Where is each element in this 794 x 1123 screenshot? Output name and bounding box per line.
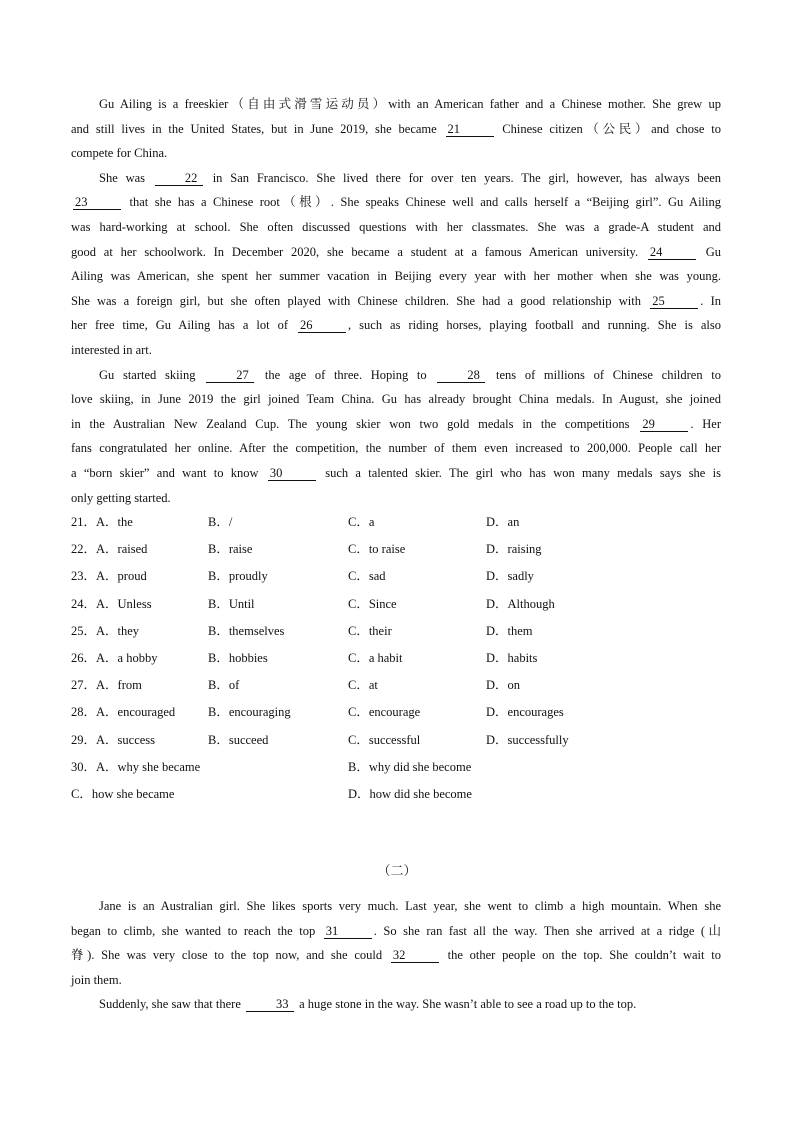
option-a[interactable]: 29．A．success [71,732,156,747]
question-row [71,539,731,566]
text-run: . So she ran fast all the way. Then she arrived at a ridge (山 [373,923,721,938]
option-b[interactable]: B．/ [208,515,233,529]
text-line: love skiing, in June 2019 the girl joined Team China. Gu has already brought China medals. In August, she joined [71,392,721,407]
answer-blank[interactable]: 21 [446,122,494,137]
option-b[interactable]: B．succeed [208,732,269,747]
text-run: 脊). She was very close to the top now, and she could [71,948,389,963]
text-run: such a talented skier. The girl who has won many medals says she is [317,465,721,480]
option-a[interactable]: 22．A．raised [71,542,148,557]
option-d[interactable]: D．Although [486,596,555,611]
text-line: only getting started. [71,490,171,505]
option-a[interactable]: 26．A．a hobby [71,650,158,665]
option-b[interactable]: B．hobbies [208,650,268,665]
option-b[interactable]: B．why did she become [348,759,472,774]
option-d[interactable]: D．successfully [486,732,569,747]
option-a[interactable]: 23．A．proud [71,569,147,584]
option-c[interactable]: C．how she became [71,786,175,801]
option-c[interactable]: C．their [348,623,392,638]
answer-blank[interactable]: 31 [324,924,372,939]
text-line: Gu Ailing is a freeskier（自由式滑雪运动员）with an American father and a Chinese mother. She grew up [99,97,721,111]
text-line [71,992,721,1017]
text-run: the age of three. Hoping to [256,367,436,382]
passage-2 [71,894,721,1017]
text-line [71,313,721,338]
text-line [71,166,721,191]
passage-1 [71,92,721,510]
text-line: compete for China. [71,146,168,161]
option-d[interactable]: D．sadly [486,569,534,584]
question-row [71,757,731,784]
option-b[interactable]: B．of [208,678,240,693]
text-line: interested in art. [71,342,152,357]
option-c[interactable]: C．encourage [348,705,421,720]
text-line [71,943,721,968]
option-a[interactable]: 24．A．Unless [71,596,152,611]
text-run: good at her schoolwork. In December 2020, she became a student at a famous American university. [71,244,646,259]
question-row [71,621,731,648]
option-d[interactable]: D．encourages [486,705,564,720]
text-run: Gu [697,244,722,259]
option-a[interactable]: 21．A．the [71,515,133,529]
text-line: fans congratulated her online. After the competition, the number of them even increased to 200,000. People call her [71,441,721,456]
option-b[interactable]: B．proudly [208,569,268,584]
question-row [71,730,731,757]
option-d[interactable]: D．how did she become [348,786,472,801]
option-a[interactable]: 28．A．encouraged [71,705,176,720]
text-run: She was a foreign girl, but she often played with Chinese children. She had a good relationship with [71,293,649,308]
option-b[interactable]: B．encouraging [208,705,291,720]
text-run: in the Australian New Zealand Cup. The young skier won two gold medals in the competitions [71,416,639,431]
text-line [71,240,721,265]
answer-blank[interactable]: 26 [298,318,346,333]
option-b[interactable]: B．Until [208,596,255,611]
option-b[interactable]: B．raise [208,542,253,557]
option-c[interactable]: C．sad [348,569,386,584]
section-title: （二） [377,864,417,879]
option-c[interactable]: C．Since [348,596,397,611]
answer-blank[interactable]: 24 [648,245,696,260]
text-run: a huge stone in the way. She wasn’t able to see a road up to the top. [296,997,637,1012]
option-b[interactable]: B．themselves [208,623,285,638]
text-line: Ailing was American, she spent her summer vacation in Beijing every year with her mother when she was young. [71,269,721,284]
option-a[interactable]: 25．A．they [71,623,140,638]
question-row [71,594,731,621]
option-d[interactable]: D．them [486,623,533,638]
question-row [71,675,731,702]
text-line [71,190,721,215]
text-run: , such as riding horses, playing football and running. She is also [348,318,721,333]
option-c[interactable]: C．a [348,515,375,529]
option-d[interactable]: D．habits [486,650,538,665]
option-c[interactable]: C．a habit [348,650,403,665]
text-run: She was [99,170,153,185]
text-run: Chinese citizen（公民）and chose to [495,121,721,136]
answer-blank[interactable]: 29 [640,417,688,432]
text-run: the other people on the top. She couldn’t wait to [440,948,721,963]
text-line: join them. [71,972,122,987]
text-run: her free time, Gu Ailing has a lot of [71,318,297,333]
text-line [71,117,721,142]
text-run: tens of millions of Chinese children to [487,367,721,382]
question-row [71,566,731,593]
answer-blank[interactable]: 27 [206,368,254,383]
text-line: was hard-working at school. She often discussed questions with her classmates. She was a grade-A student and [71,219,721,234]
question-row [71,648,731,675]
answer-blank[interactable]: 25 [650,294,698,309]
text-run: began to climb, she wanted to reach the top [71,923,322,938]
text-run: Gu started skiing [99,367,205,382]
text-run: and still lives in the United States, but in June 2019, she became [71,121,444,136]
text-run: Suddenly, she saw that there [99,997,244,1012]
option-d[interactable]: D．an [486,515,520,529]
option-d[interactable]: D．on [486,678,521,693]
text-run: a “born skier” and want to know [71,465,266,480]
option-c[interactable]: C．successful [348,732,421,747]
text-line [71,919,721,944]
text-line [71,461,721,486]
option-a[interactable]: 30．A．why she became [71,759,201,774]
answer-blank[interactable]: 28 [437,368,485,383]
text-run: in San Francisco. She lived there for over ten years. The girl, however, has always been [204,170,721,185]
text-run: that she has a Chinese root（根）. She speaks Chinese well and calls herself a “Beijing girl”. Gu Ailing [123,195,721,210]
answer-blank[interactable]: 22 [155,171,203,186]
answer-blank[interactable]: 23 [73,195,121,210]
question-row [71,512,731,539]
answer-blank[interactable]: 30 [268,466,316,481]
answer-blank[interactable]: 33 [246,997,294,1012]
option-c[interactable]: C．at [348,678,378,693]
text-line: Jane is an Australian girl. She likes sports very much. Last year, she went to climb a high mountain. When she [99,899,721,913]
text-run: . Her [690,416,721,431]
question-row [71,784,731,811]
option-d[interactable]: D．raising [486,542,542,557]
option-a[interactable]: 27．A．from [71,678,142,693]
question-options [71,512,731,811]
answer-blank[interactable]: 32 [391,948,439,963]
option-c[interactable]: C．to raise [348,542,406,557]
question-row [71,702,731,729]
text-run: . In [700,293,721,308]
text-line [71,289,721,314]
text-line [71,363,721,388]
text-line [71,412,721,437]
